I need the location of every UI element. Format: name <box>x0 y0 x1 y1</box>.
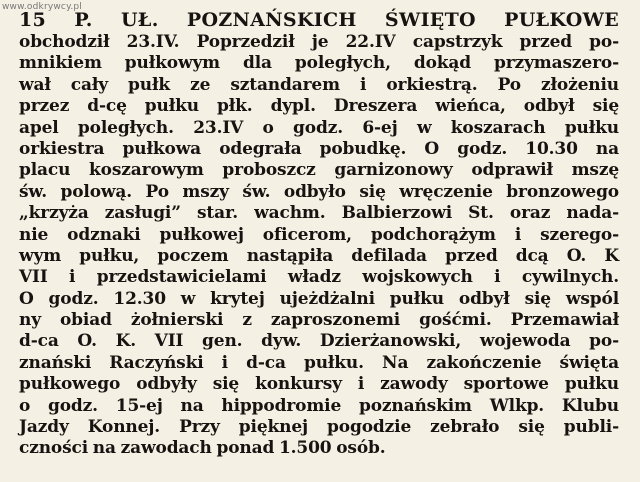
article-line: mnikiem pułkowym dla poległych, dokąd przymaszero- <box>19 53 619 74</box>
article-line: pułkowego odbyły się konkursy i zawody sportowe pułku <box>19 374 619 395</box>
article-line: nie odznaki pułkowej oficerom, podchorążym i szerego- <box>19 224 619 245</box>
article-line: obchodził 23.IV. Poprzedził je 22.IV capstrzyk przed po- <box>19 32 619 52</box>
article-line: Jazdy Konnej. Przy pięknej pogodzie zebrało się publi- <box>19 417 619 438</box>
article-line: znański Raczyński i d-ca pułku. Na zakończenie święta <box>19 352 619 373</box>
article-line: d-ca O. K. VII gen. dyw. Dzierżanowski, wojewoda po- <box>19 331 619 352</box>
article-line: wał cały pułk ze sztandarem i orkiestrą. Po złożeniu <box>19 74 619 95</box>
newspaper-article <box>19 8 619 460</box>
article-line: ny obiad żołnierski z zaproszonemi gośćmi. Przemawiał <box>19 310 619 331</box>
article-line: placu koszarowym proboszcz garnizonowy odprawił mszę <box>19 160 619 181</box>
article-line: apel poległych. 23.IV o godz. 6-ej w koszarach pułku <box>19 117 619 138</box>
article-line: czności na zawodach ponad 1.500 osób. <box>19 438 386 459</box>
article-headline: 15 P. UŁ. POZNAŃSKICH ŚWIĘTO PUŁKOWE <box>19 9 619 31</box>
article-line: św. polową. Po mszy św. odbyło się wręczenie bronzowego <box>19 181 619 202</box>
article-line: przez d-cę pułku płk. dypl. Dreszera wieńca, odbył się <box>19 96 619 117</box>
article-line: VII i przedstawicielami władz wojskowych i cywilnych. <box>19 267 619 288</box>
article-line: O godz. 12.30 w krytej ujeżdżalni pułku odbył się wspól <box>19 288 619 309</box>
article-line: wym pułku, poczem nastąpiła defilada przed dcą O. K <box>19 245 619 266</box>
watermark: www.odkrywcy.pl <box>2 2 83 12</box>
article-line: o godz. 15-ej na hippodromie poznańskim Wlkp. Klubu <box>19 395 619 416</box>
article-line: „krzyża zasługi” star. wachm. Balbierzowi St. oraz nada- <box>19 203 619 224</box>
article-line: orkiestra pułkowa odegrała pobudkę. O godz. 10.30 na <box>19 138 619 159</box>
